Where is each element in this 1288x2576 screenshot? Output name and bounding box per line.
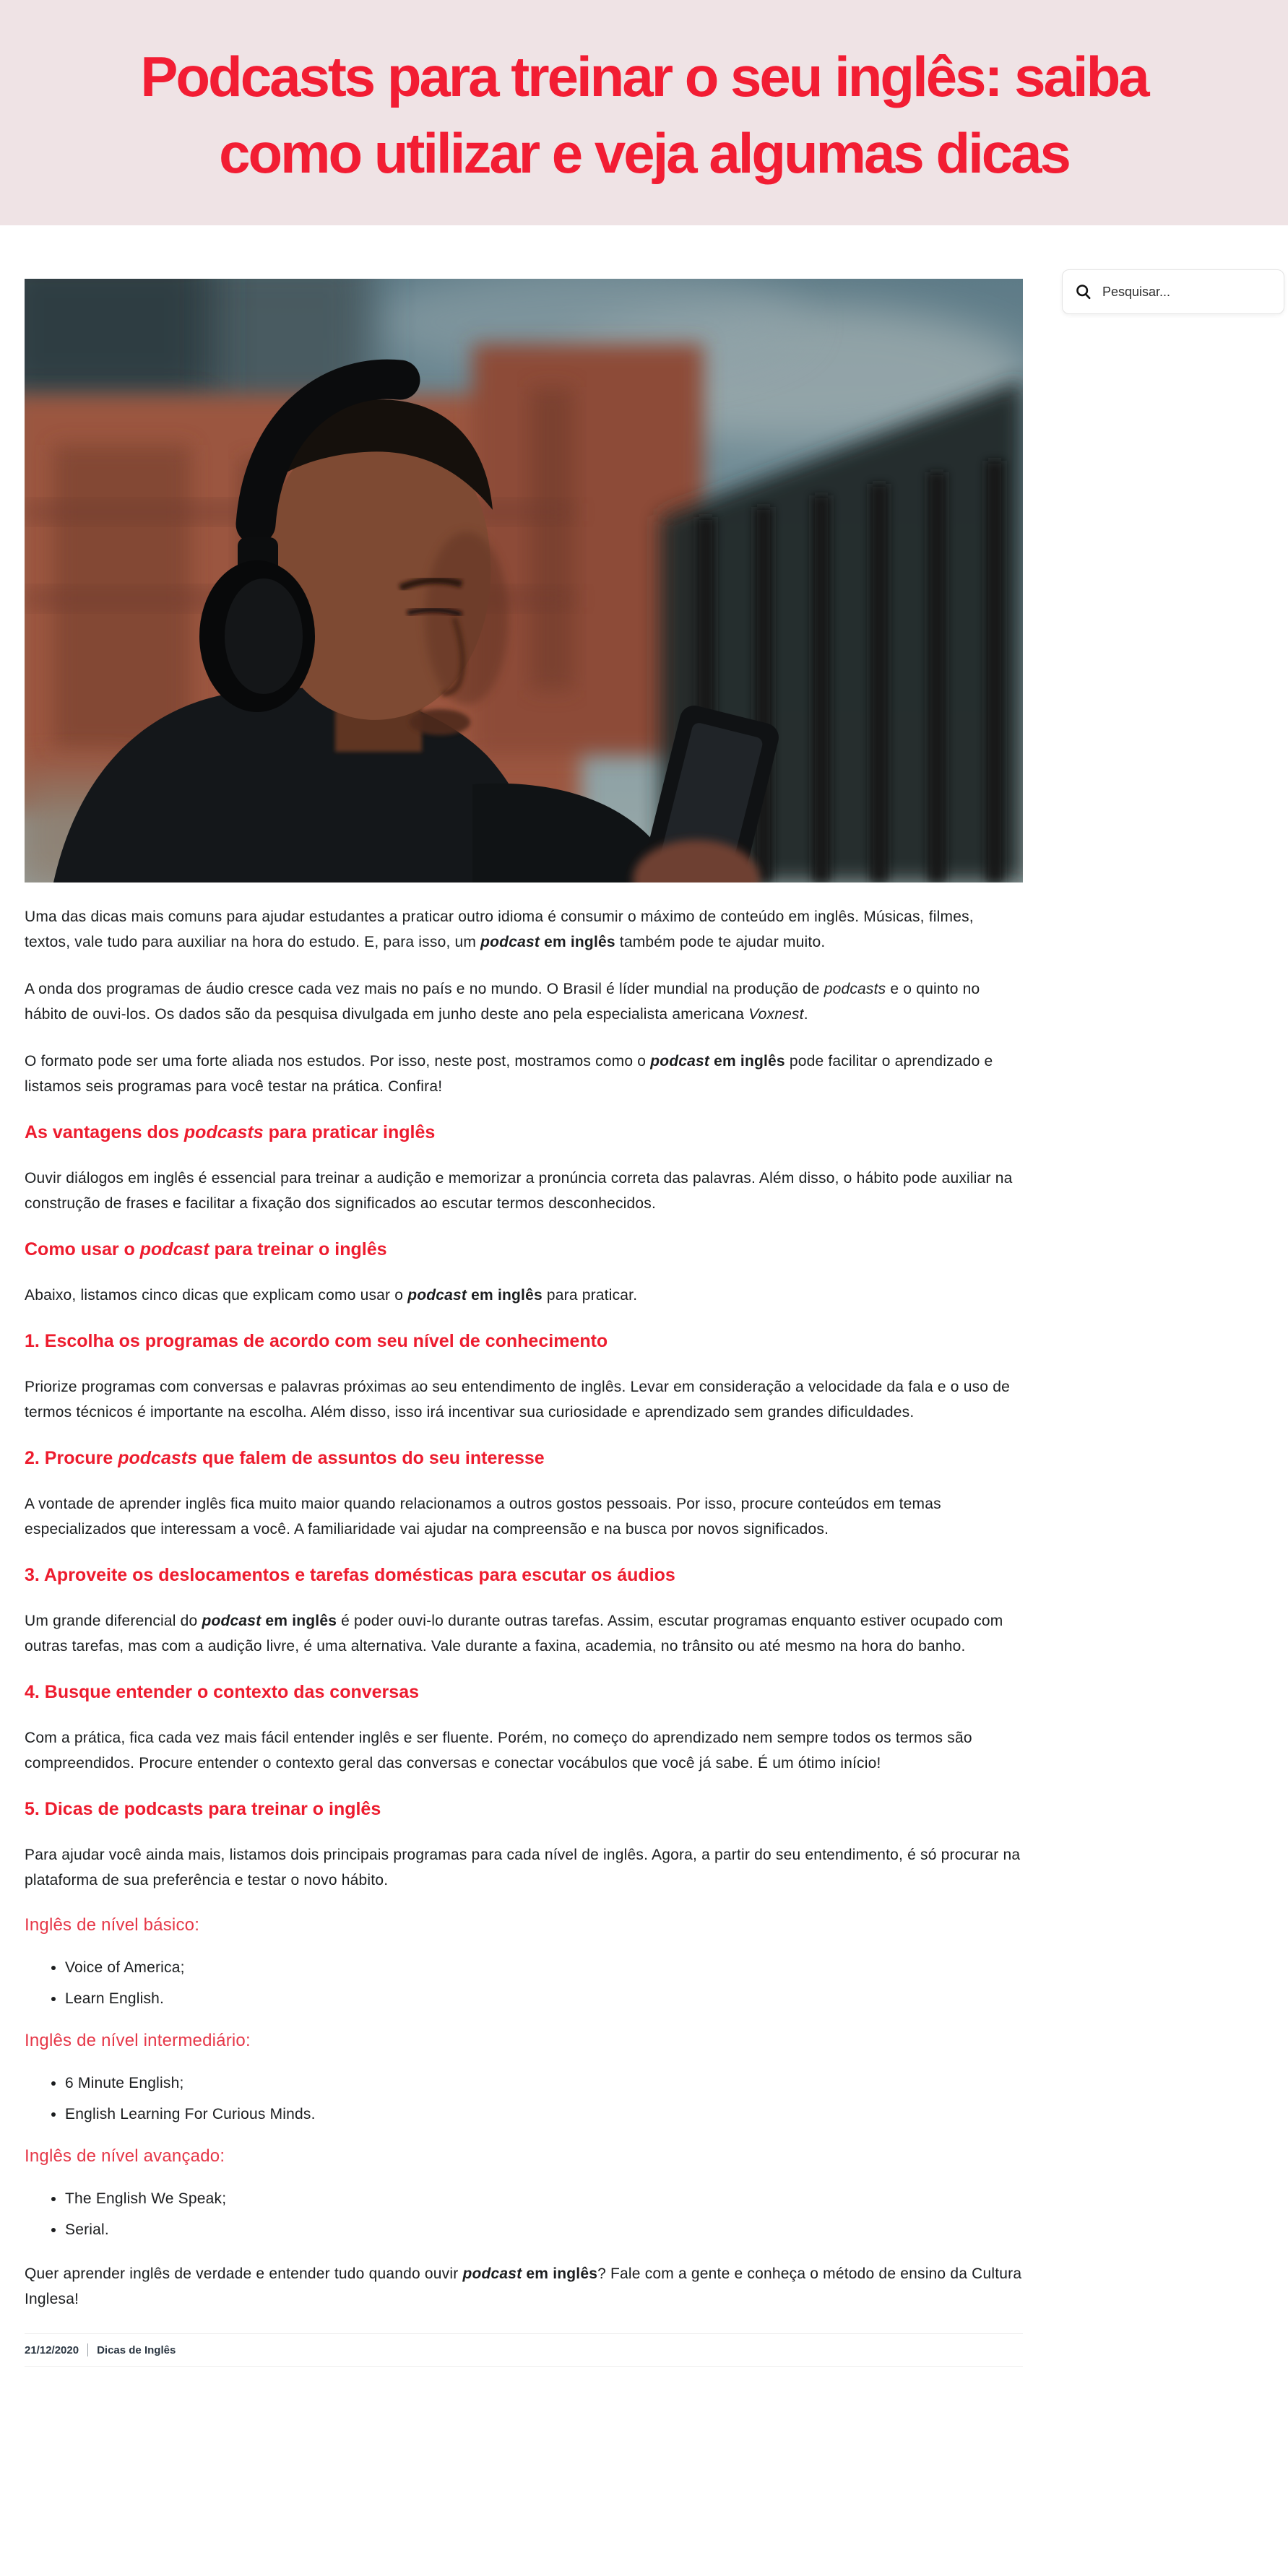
- hero-image: [25, 279, 1023, 882]
- page-title-line-2: como utilizar e veja algumas dicas: [219, 121, 1069, 185]
- level-heading: Inglês de nível avançado:: [25, 2146, 225, 2166]
- page-title: [140, 38, 1147, 191]
- article-paragraph: A vontade de aprender inglês fica muito maior quando relacionamos a outros gostos pessoais. Por isso, procure conteúdos em temas especializados que interessam a você. A familiaridade vai ajudar na compreensão e na busca por novos significados.: [25, 1496, 941, 1538]
- podcast-list-item: • Serial.: [65, 2217, 1023, 2242]
- header-banner: [0, 0, 1288, 225]
- tip-heading: 1. Escolha os programas de acordo com seu nível de conhecimento: [25, 1331, 608, 1351]
- article-paragraph: A onda dos programas de áudio cresce cada vez mais no país e no mundo. O Brasil é líder mundial na produção de podcasts e o quinto no hábito de ouvi-los. Os dados são da pesquisa divulgada em junho deste ano pela especialista americana Voxnest.: [25, 981, 980, 1023]
- tip-heading: 4. Busque entender o contexto das conversas: [25, 1682, 419, 1702]
- article-meta: [25, 2333, 1023, 2367]
- article-paragraph: O formato pode ser uma forte aliada nos estudos. Por isso, neste post, mostramos como o podcast em inglês pode facilitar o aprendizado e listamos seis programas para você testar na prática. Confira!: [25, 1053, 993, 1095]
- level-heading: Inglês de nível básico:: [25, 1915, 200, 1935]
- article-paragraph: Uma das dicas mais comuns para ajudar estudantes a praticar outro idioma é consumir o máximo de conteúdo em inglês. Músicas, filmes, textos, vale tudo para auxiliar na hora do estudo. E, para isso, um podcast em inglês também pode te ajudar muito.: [25, 908, 974, 950]
- meta-divider: [87, 2343, 88, 2356]
- article-paragraph: Com a prática, fica cada vez mais fácil entender inglês e ser fluente. Porém, no começo do aprendizado nem sempre todos os termos são compreendidos. Procure entender o contexto geral das conversas e conectar vocábulos que você já sabe. É um ótimo início!: [25, 1730, 972, 1771]
- podcast-list: [25, 2186, 1023, 2242]
- section-heading: As vantagens dos podcasts para praticar inglês: [25, 1122, 436, 1142]
- search-box[interactable]: [1062, 269, 1284, 314]
- podcast-list: [25, 2070, 1023, 2127]
- level-heading: Inglês de nível intermediário:: [25, 2031, 251, 2050]
- tip-heading: 3. Aproveite os deslocamentos e tarefas domésticas para escutar os áudios: [25, 1565, 675, 1585]
- search-icon: [1076, 284, 1092, 300]
- page-title-line-1: Podcasts para treinar o seu inglês: saiba: [140, 45, 1148, 108]
- tip-heading: 5. Dicas de podcasts para treinar o inglês: [25, 1799, 381, 1819]
- article-paragraph: Para ajudar você ainda mais, listamos dois principais programas para cada nível de inglês. Agora, a partir do seu entendimento, é só procurar na plataforma de sua preferência e testar o novo hábito.: [25, 1847, 1021, 1888]
- search-input[interactable]: [1102, 285, 1271, 300]
- article-paragraph: Priorize programas com conversas e palavras próximas ao seu entendimento de inglês. Levar em consideração a velocidade da fala e o uso de termos técnicos é importante na escolha. Além disso, isso irá incentivar sua curiosidade e aprendizado sem grandes dificuldades.: [25, 1379, 1010, 1421]
- podcast-list-item: • 6 Minute English;: [65, 2070, 1023, 2096]
- podcast-list-item: • Learn English.: [65, 1986, 1023, 2011]
- podcast-list-item: • English Learning For Curious Minds.: [65, 2102, 1023, 2127]
- podcast-list: [25, 1955, 1023, 2011]
- article-paragraph: Quer aprender inglês de verdade e entender tudo quando ouvir podcast em inglês? Fale com a gente e conheça o método de ensino da Cultura Inglesa!: [25, 2265, 1022, 2307]
- section-heading: Como usar o podcast para treinar o inglês: [25, 1239, 387, 1259]
- podcast-list-item: • The English We Speak;: [65, 2186, 1023, 2211]
- article-body: [25, 904, 1023, 2312]
- article-paragraph: Ouvir diálogos em inglês é essencial para treinar a audição e memorizar a pronúncia correta das palavras. Além disso, o hábito pode auxiliar na construção de frases e facilitar a fixação dos significados ao escutar termos desconhecidos.: [25, 1170, 1013, 1212]
- podcast-list-item: • Voice of America;: [65, 1955, 1023, 1980]
- hero-image-graphic: [25, 279, 1023, 882]
- tip-heading: 2. Procure podcasts que falem de assuntos do seu interesse: [25, 1448, 545, 1468]
- article-paragraph: Um grande diferencial do podcast em inglês é poder ouvi-lo durante outras tarefas. Assim, escutar programas enquanto estiver ocupado com outras tarefas, mas com a audição livre, é uma alternativa. Vale durante a faxina, academia, no trânsito ou até mesmo na hora do banho.: [25, 1613, 1003, 1655]
- main-content: [25, 279, 1023, 2367]
- publish-date: 21/12/2020: [25, 2343, 79, 2356]
- article-paragraph: Abaixo, listamos cinco dicas que explicam como usar o podcast em inglês para praticar.: [25, 1287, 638, 1304]
- category-link[interactable]: Dicas de Inglês: [97, 2343, 176, 2356]
